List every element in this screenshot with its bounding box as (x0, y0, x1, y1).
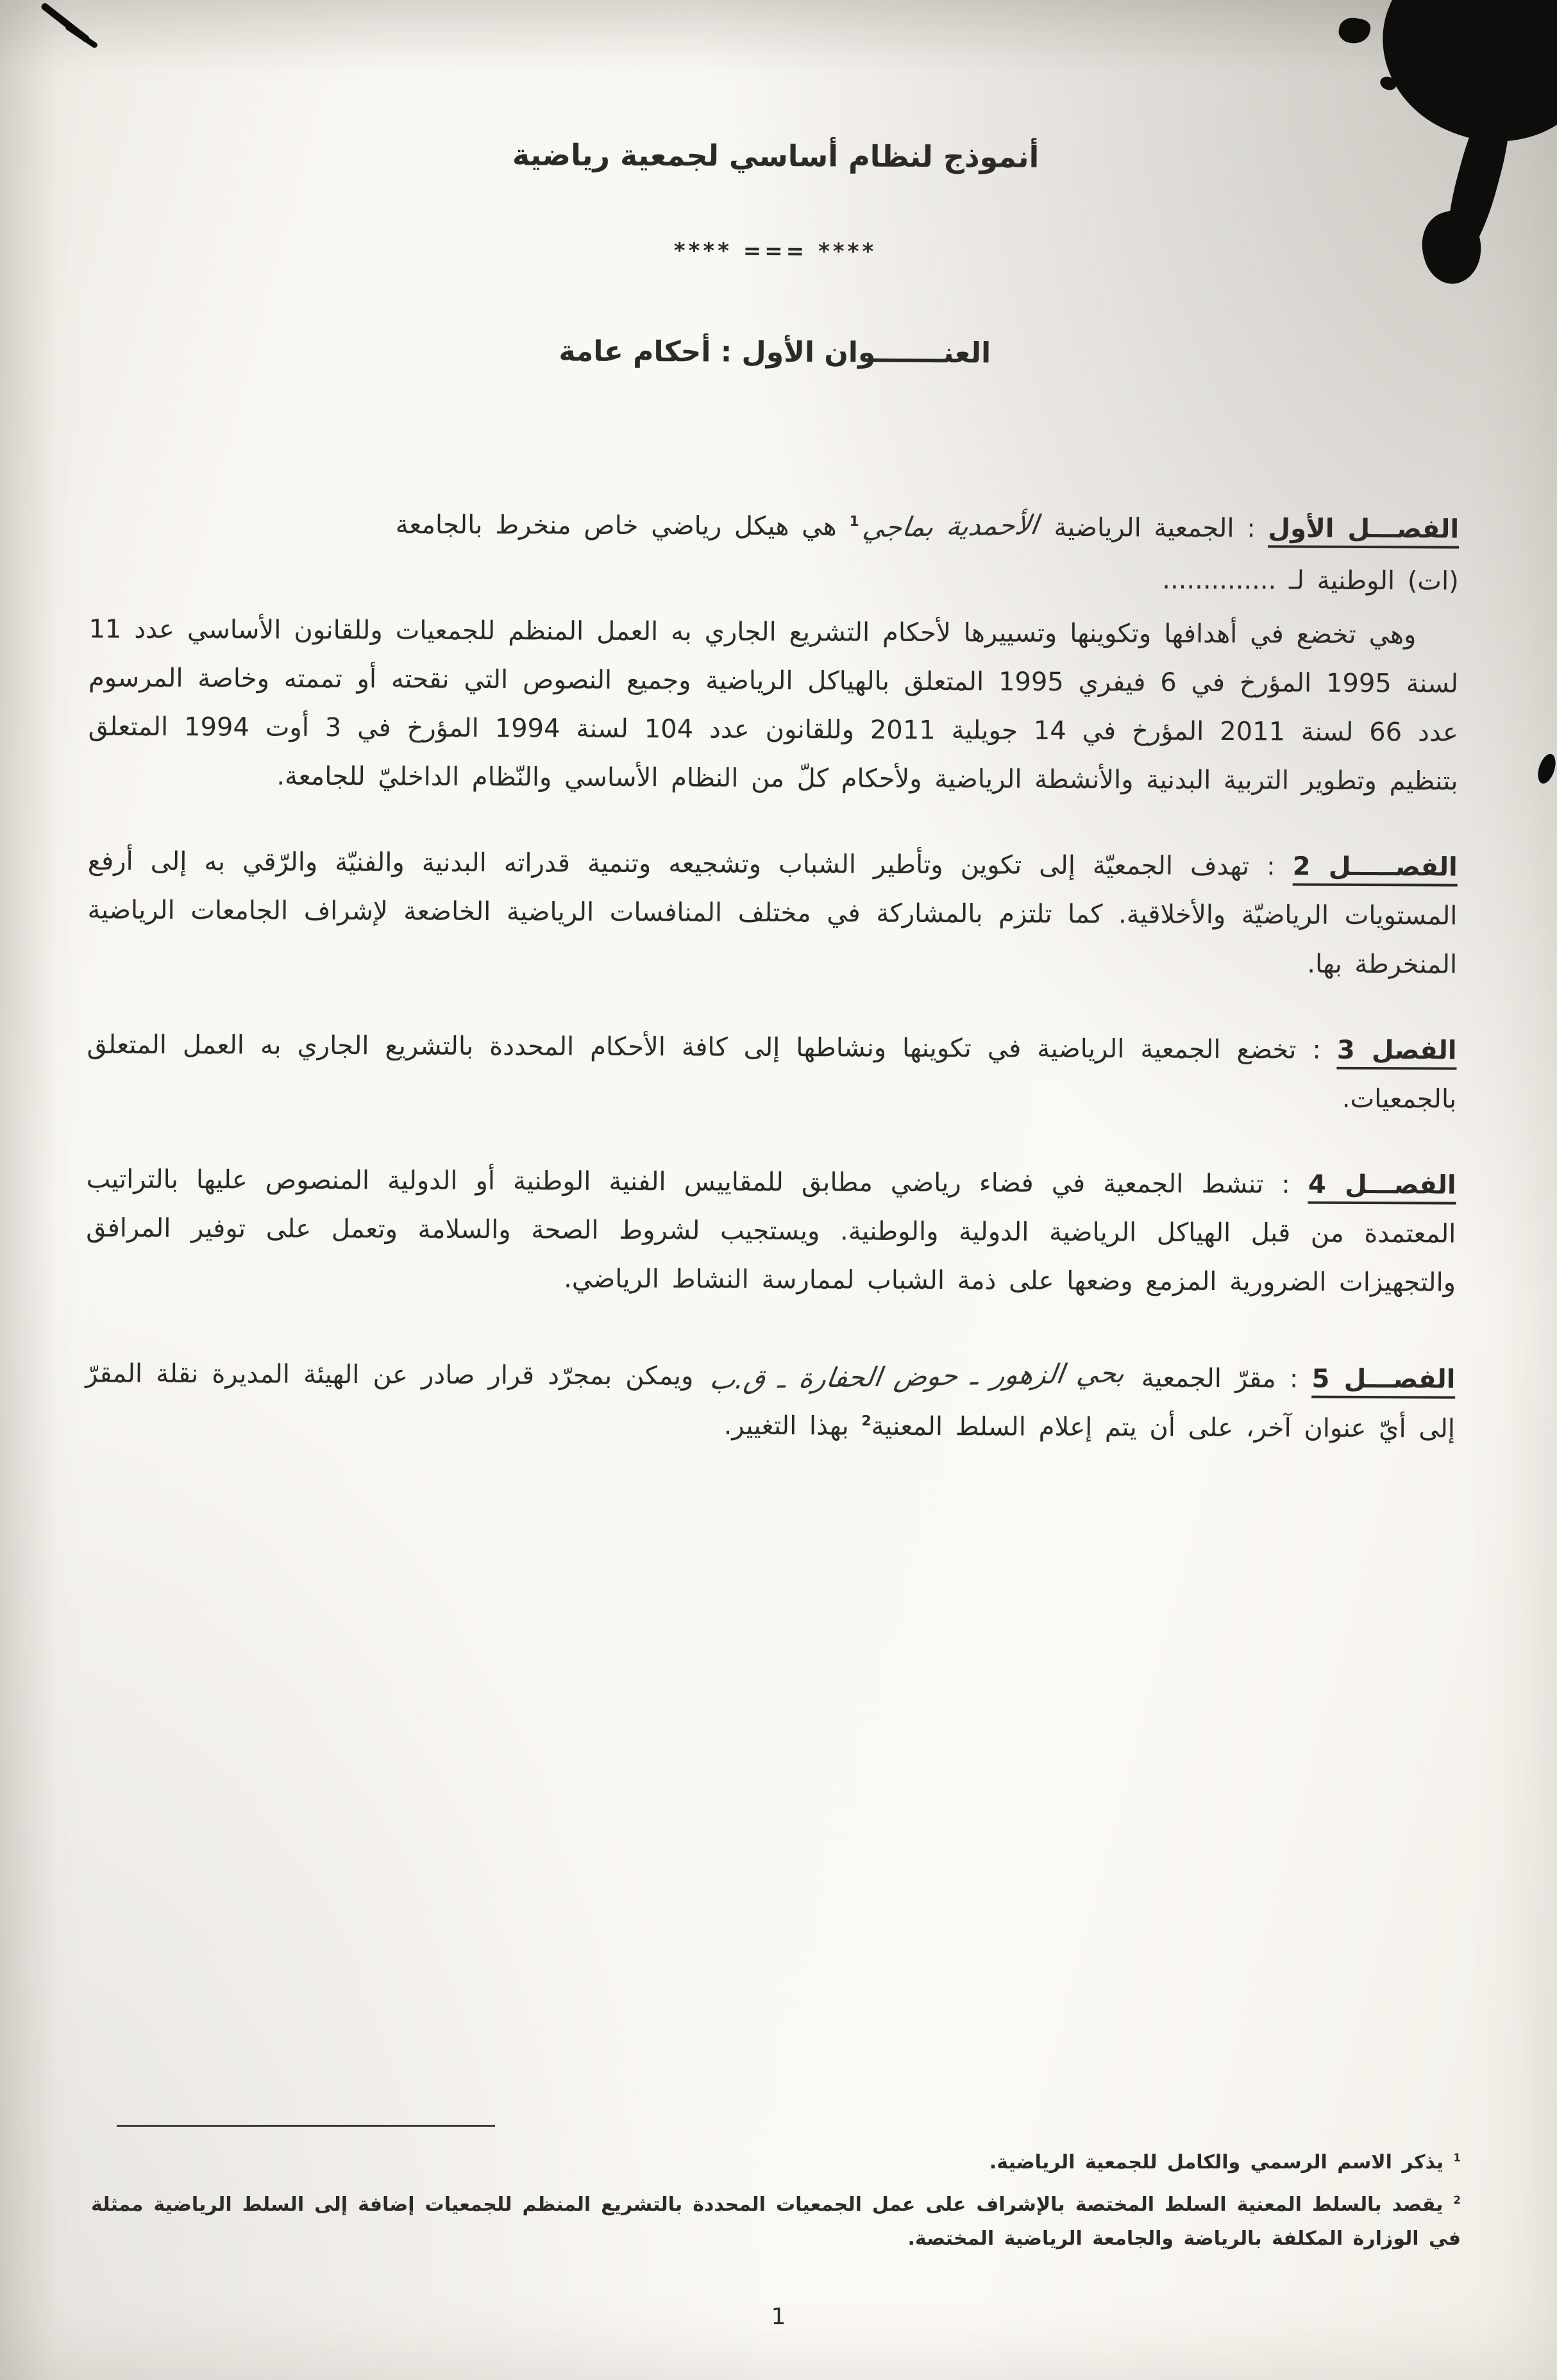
chapter-1-body: وهي تخضع في أهدافها وتكوينها وتسييرها لأحكام التشريع الجاري به العمل المنظم للجمعيات وللقانون الأساسي عدد 11 لسنة 1995 المؤرخ في 6 فيفري 1995 المتعلق بالهياكل الرياضية وجميع النصوص التي نقحته أو تممته وخاصة المرسوم عدد 66 لسنة 2011 المؤرخ في 14 جويلية 2011 وللقانون عدد 104 لسنة 1994 المؤرخ في 3 أوت 1994 المتعلق بتنظيم وتطوير التربية البدنية والأنشطة الرياضية ولأحكام كلّ من النظام الأساسي والنّظام الداخليّ للجامعة. (88, 614, 1459, 796)
chapter-1-text: الجمعية الرياضية (1041, 512, 1234, 544)
footnote-2-marker: 2 (1453, 2194, 1461, 2206)
chapter-1-text-cont: هي هيكل رياضي خاص منخرط بالجامعة (395, 510, 850, 542)
chapter-2-label: الفصـــــل 2 (1293, 851, 1458, 886)
footnote-1-text: يذكر الاسم الرسمي والكامل للجمعية الرياضية. (989, 2150, 1444, 2174)
chapter-5-tail: بهذا التغيير. (723, 1411, 862, 1441)
footnotes-section (91, 2125, 1461, 2265)
handwritten-association-name: الأحمدية بماجي (860, 508, 1040, 544)
chapter-4-text: تنشط الجمعية في فضاء رياضي مطابق للمقاييس الفنية الوطنية أو الدولية المنصوص عليها بالتراتيب المعتمدة من قبل الهياكل الرياضية الدولية والوطنية. ويستجيب لشروط الصحة والسلامة وتعمل على توفير المرافق والتجهيزات الضرورية المزمع وضعها على ذمة الشباب لممارسة النشاط الرياضي. (86, 1164, 1456, 1298)
footnote-2 (91, 2188, 1461, 2256)
document-title: أنموذج لنظام أساسي لجمعية رياضية (512, 137, 1039, 174)
chapter-1-intro (89, 497, 1459, 554)
label-colon: : (1296, 1035, 1337, 1065)
section-heading: العنـــــــوان الأول : أحكام عامة (559, 335, 991, 370)
page-number: 1 (771, 2304, 786, 2330)
chapter-5-text-cont: ويمكن بمجرّد قرار صادر عن الهيئة المديرة نقلة المقرّ إلى أيّ عنوان آخر، على أن يتم إعلام السلط المعنية (85, 1359, 1456, 1444)
footnote-separator-line (117, 2125, 495, 2127)
chapter-1-intro-line2: (ات) الوطنية لـ .............. (1162, 565, 1459, 596)
label-colon: : (1275, 1364, 1312, 1394)
footnote-1-marker: 1 (1453, 2151, 1461, 2164)
label-colon: : (1234, 514, 1268, 544)
handwritten-address: بحي الزهور ـ حوض الحفارة ـ ق.ب (708, 1357, 1127, 1396)
chapter-4 (86, 1155, 1456, 1307)
footnote-2-text: يقصد بالسلط المعنية السلط المختصة بالإشراف على عمل الجمعيات المحددة بالتشريع المنظم للجمعيات إضافة إلى السلط الرياضية ممثلة في الوزارة المكلفة بالرياضة والجامعة الرياضية المختصة. (91, 2193, 1461, 2250)
document-content (85, 99, 1461, 1453)
chapter-4-label: الفصـــل 4 (1308, 1169, 1456, 1204)
chapter-2-text: تهدف الجمعيّة إلى تكوين وتأطير الشباب وتشجيعه وتنمية قدراته البدنية والفنيّة والرّقي به إلى أرفع المستويات الرياضيّة والأخلاقية. كما تلتزم بالمشاركة في مختلف المنافسات الرياضية الخاضعة لإشراف الجامعات الرياضية المنخرطة بها. (87, 846, 1458, 980)
scan-mark-top-left-icon (64, 24, 98, 49)
chapter-5-text: مقرّ الجمعية (1127, 1363, 1276, 1394)
chapter-3-label: الفصل 3 (1337, 1035, 1457, 1070)
chapter-3-text: تخضع الجمعية الرياضية في تكوينها ونشاطها إلى كافة الأحكام المحددة بالتشريع الجاري به العمل المتعلق بالجمعيات. (87, 1030, 1457, 1114)
chapter-3 (87, 1020, 1457, 1123)
scan-spot-icon (1336, 15, 1372, 46)
chapter-1-label: الفصـــل الأول (1268, 514, 1459, 548)
footnote-1 (91, 2146, 1461, 2180)
scan-spot-right-edge-icon (1535, 751, 1557, 785)
label-colon: : (1263, 1169, 1308, 1200)
chapter-5 (85, 1347, 1456, 1453)
footnote-ref-1: 1 (849, 514, 859, 530)
chapter-2 (87, 837, 1458, 989)
label-colon: : (1249, 851, 1293, 882)
chapter-5-label: الفصـــل 5 (1311, 1364, 1455, 1398)
footnote-ref-2: 2 (861, 1412, 871, 1429)
title-separator: **** === **** (673, 238, 877, 265)
